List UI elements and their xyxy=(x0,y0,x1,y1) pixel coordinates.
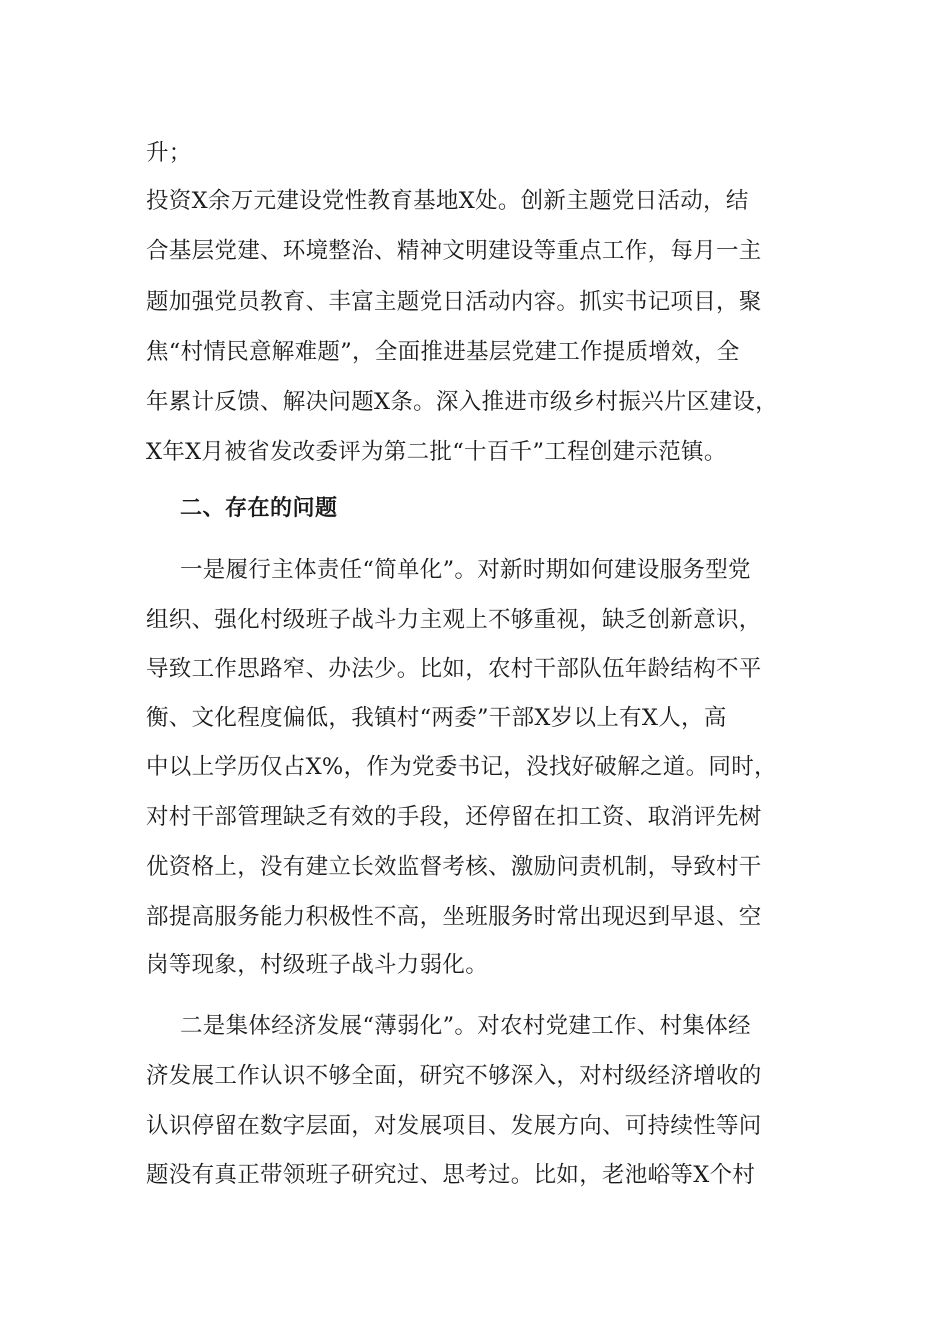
section-heading: 二、存在的问题 xyxy=(180,496,338,521)
paragraph-line: 二是集体经济发展“薄弱化”。对农村党建工作、村集体经 xyxy=(180,1013,751,1039)
paragraph-line: 题加强党员教育、丰富主题党日活动内容。抓实书记项目，聚 xyxy=(146,289,762,315)
paragraph-line: 合基层党建、环境整治、精神文明建设等重点工作，每月一主 xyxy=(146,238,762,264)
paragraph-line: 年累计反馈、解决问题X条。深入推进市级乡村振兴片区建设， xyxy=(146,389,778,415)
paragraph-line: 投资X余万元建设党性教育基地X处。创新主题党日活动，结 xyxy=(146,188,749,214)
paragraph-line: 题没有真正带领班子研究过、思考过。比如，老池峪等X个村 xyxy=(146,1162,756,1188)
paragraph-line: 中以上学历仅占X%，作为党委书记，没找好破解之道。同时， xyxy=(146,754,777,780)
paragraph-line: 组织、强化村级班子战斗力主观上不够重视，缺乏创新意识， xyxy=(146,607,762,633)
paragraph-line: 衡、文化程度偏低，我镇村“两委”干部X岁以上有X人，高 xyxy=(146,705,727,731)
paragraph-line: X年X月被省发改委评为第二批“十百千”工程创建示范镇。 xyxy=(146,439,727,465)
paragraph-line: 导致工作思路窄、办法少。比如，农村干部队伍年龄结构不平 xyxy=(146,656,762,682)
paragraph-line: 对村干部管理缺乏有效的手段，还停留在扣工资、取消评先树 xyxy=(146,804,762,830)
paragraph-line: 认识停留在数字层面，对发展项目、发展方向、可持续性等问 xyxy=(146,1113,762,1139)
paragraph-line: 优资格上，没有建立长效监督考核、激励问责机制，导致村干 xyxy=(146,854,762,880)
paragraph-line: 焦“村情民意解难题”，全面推进基层党建工作提质增效，全 xyxy=(146,339,740,365)
paragraph-line: 济发展工作认识不够全面，研究不够深入，对村级经济增收的 xyxy=(146,1063,762,1089)
paragraph-line: 岗等现象，村级班子战斗力弱化。 xyxy=(146,952,489,978)
paragraph-line: 一是履行主体责任“简单化”。对新时期如何建设服务型党 xyxy=(180,557,751,583)
continuation-line: 升； xyxy=(146,140,192,166)
paragraph-line: 部提高服务能力积极性不高，坐班服务时常出现迟到早退、空 xyxy=(146,904,762,930)
